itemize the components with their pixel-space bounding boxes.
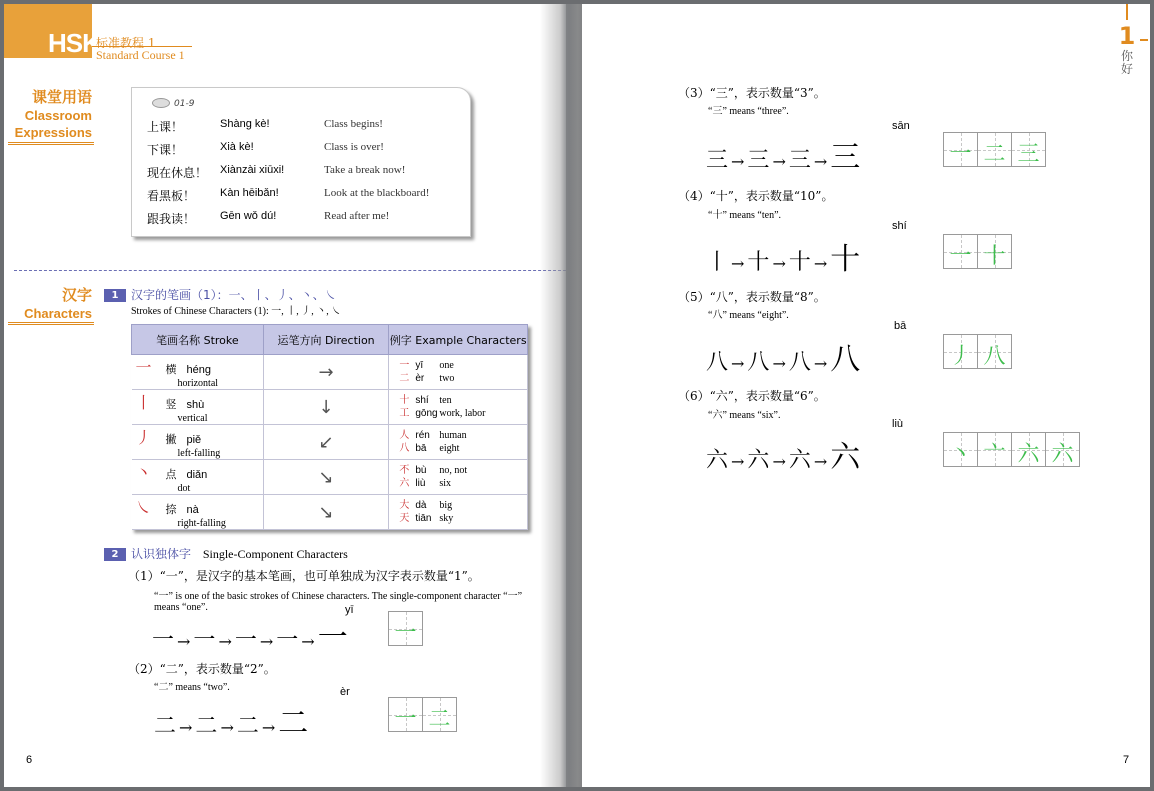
example-line bbox=[389, 372, 527, 385]
arrow-icon: → bbox=[813, 152, 829, 171]
example-meaning: work, labor bbox=[439, 408, 486, 419]
example-line bbox=[389, 359, 527, 372]
single-component-title-en: Single-Component Characters bbox=[202, 547, 348, 561]
sequence-char: 三 bbox=[706, 148, 730, 173]
example-line bbox=[389, 499, 527, 512]
right-page bbox=[582, 4, 1150, 787]
header-rule bbox=[92, 46, 192, 47]
expression-en: Take a break now! bbox=[324, 164, 406, 176]
expression-row bbox=[147, 118, 467, 140]
practice-char: 十 bbox=[983, 244, 1006, 269]
sequence-char: 六 bbox=[830, 440, 862, 475]
example-char: 工 bbox=[399, 408, 410, 419]
sequence-char: 一 bbox=[152, 628, 176, 653]
table-header: 例字 Example Characters bbox=[389, 325, 528, 355]
example-meaning: no, not bbox=[439, 465, 468, 476]
example-char: 六 bbox=[399, 478, 410, 489]
expression-cn: 现在休息！ bbox=[147, 166, 208, 180]
practice-grid-cell bbox=[422, 697, 457, 732]
example-pinyin: shí bbox=[415, 395, 429, 406]
example-pinyin: bù bbox=[415, 465, 427, 476]
characters-rule bbox=[8, 322, 94, 325]
stroke-direction-cell bbox=[263, 390, 389, 425]
sequence-char: 二 bbox=[195, 714, 219, 739]
lesson-title-1: 你 bbox=[1120, 49, 1133, 63]
arrow-icon: → bbox=[772, 254, 787, 273]
characters-label-en: Characters bbox=[24, 306, 92, 321]
practice-grid-cell bbox=[977, 334, 1012, 369]
direction-arrow-icon: ↙ bbox=[318, 431, 334, 453]
stroke-pinyin: piě bbox=[186, 434, 202, 446]
pinyin-label: bā bbox=[894, 320, 907, 332]
sequence-char: 八 bbox=[830, 342, 862, 377]
characters-label-cn: 汉字 bbox=[61, 286, 92, 304]
strokes-title-en: Strokes of Chinese Characters (1): 一, 丨, 丿, 丶, ㇏ bbox=[131, 306, 342, 317]
expression-en: Look at the blackboard! bbox=[324, 187, 430, 199]
table-row bbox=[132, 390, 528, 425]
practice-char: 丿 bbox=[949, 344, 972, 369]
table-row bbox=[132, 425, 528, 460]
course-title-en: Standard Course 1 bbox=[96, 48, 185, 62]
pinyin-label: yī bbox=[345, 604, 354, 616]
example-char: 十 bbox=[399, 395, 410, 406]
stroke-name-cell bbox=[132, 355, 264, 390]
sequence-char: 八 bbox=[788, 350, 812, 375]
section-divider bbox=[14, 270, 566, 271]
example-line bbox=[389, 429, 527, 442]
practice-grid-cell bbox=[943, 432, 978, 467]
arrow-icon: → bbox=[301, 632, 316, 651]
stroke-pinyin: nà bbox=[186, 504, 199, 516]
classroom-label-en-1: Classroom bbox=[24, 108, 92, 123]
practice-char: 六 bbox=[1051, 442, 1074, 467]
lesson-title-2: 好 bbox=[1120, 62, 1133, 76]
expression-pinyin: Gēn wǒ dú! bbox=[220, 210, 277, 222]
example-line bbox=[389, 407, 527, 420]
sequence-char: 丨 bbox=[706, 250, 730, 275]
section-number-badge: 1 bbox=[104, 289, 126, 302]
stroke-name-cell bbox=[132, 460, 264, 495]
stroke-en: left-falling bbox=[177, 448, 221, 459]
sequence-char: 三 bbox=[830, 140, 862, 175]
arrow-icon: → bbox=[220, 718, 235, 737]
stroke-mark: 丿 bbox=[135, 428, 152, 447]
table-row bbox=[132, 355, 528, 390]
practice-grid-cell bbox=[1011, 132, 1046, 167]
example-meaning: big bbox=[439, 500, 453, 511]
stroke-mark: 丶 bbox=[135, 463, 152, 482]
classroom-section-label bbox=[15, 86, 92, 141]
page-number-right: 7 bbox=[1123, 754, 1130, 766]
example-pinyin: gōng bbox=[415, 408, 438, 419]
practice-char: 一 bbox=[949, 142, 972, 167]
direction-arrow-icon: ↘ bbox=[318, 466, 334, 488]
arrow-icon: → bbox=[259, 632, 275, 651]
direction-arrow-icon: ↘ bbox=[318, 501, 334, 523]
example-pinyin: liù bbox=[415, 478, 426, 489]
practice-char: 三 bbox=[1017, 142, 1040, 167]
audio-cd-icon[interactable] bbox=[152, 98, 170, 108]
arrow-icon: → bbox=[177, 632, 192, 651]
practice-char: 亠 bbox=[983, 442, 1006, 467]
classroom-expressions-box bbox=[131, 87, 471, 237]
sequence-char: 二 bbox=[154, 714, 178, 739]
example-line bbox=[389, 394, 527, 407]
example-line bbox=[389, 464, 527, 477]
sequence-char: 六 bbox=[747, 448, 771, 473]
example-char: 天 bbox=[399, 513, 410, 524]
stroke-pinyin: diǎn bbox=[186, 469, 208, 481]
item-cn: （1）“一”，是汉字的基本笔画，也可单独成为汉字表示数量“1”。 bbox=[128, 569, 480, 583]
item-en: “八” means “eight”. bbox=[708, 310, 789, 321]
single-component-title-cn: 认识独体字 bbox=[131, 547, 192, 561]
example-line bbox=[389, 477, 527, 490]
classroom-label-en-2: Expressions bbox=[14, 125, 92, 140]
expression-en: Class begins! bbox=[324, 118, 383, 130]
stroke-table bbox=[131, 324, 528, 530]
sequence-char: 一 bbox=[193, 628, 217, 653]
example-char: 八 bbox=[399, 443, 410, 454]
stroke-sequence bbox=[706, 432, 861, 476]
stroke-en: horizontal bbox=[177, 378, 219, 389]
item-en: “三” means “three”. bbox=[708, 106, 789, 117]
sequence-char: 十 bbox=[830, 242, 862, 277]
arrow-icon: → bbox=[731, 152, 746, 171]
item-en: “六” means “six”. bbox=[708, 410, 781, 421]
example-meaning: human bbox=[439, 430, 467, 441]
item-cn: （2）“二”，表示数量“2”。 bbox=[128, 662, 276, 676]
sequence-char: 一 bbox=[317, 620, 349, 655]
table-header: 运笔方向 Direction bbox=[263, 325, 389, 355]
practice-grid-cell bbox=[1011, 432, 1046, 467]
pinyin-label: shí bbox=[892, 220, 907, 232]
item-cn: （5）“八”，表示数量“8”。 bbox=[678, 290, 826, 304]
example-meaning: eight bbox=[439, 443, 460, 454]
stroke-cn: 横 bbox=[165, 363, 177, 376]
stroke-direction-cell bbox=[263, 495, 389, 530]
item-en: “二” means “two”. bbox=[154, 682, 230, 693]
strokes-title-cn: 汉字的笔画（1）：一、丨、丿、丶、㇏ bbox=[131, 288, 337, 302]
arrow-icon: → bbox=[261, 718, 277, 737]
item-en: means “one”. bbox=[154, 602, 208, 613]
arrow-icon: → bbox=[731, 354, 746, 373]
strokes-heading bbox=[104, 286, 337, 303]
lesson-badge bbox=[1112, 4, 1142, 76]
sequence-char: 六 bbox=[706, 448, 730, 473]
item-cn: （4）“十”，表示数量“10”。 bbox=[678, 189, 834, 203]
stroke-mark: 一 bbox=[135, 358, 152, 377]
example-char: 一 bbox=[399, 360, 410, 371]
practice-grid-cell bbox=[977, 432, 1012, 467]
pinyin-label: èr bbox=[340, 686, 350, 698]
stroke-table-body bbox=[132, 355, 528, 530]
page-number-left: 6 bbox=[26, 754, 33, 766]
arrow-icon: → bbox=[179, 718, 194, 737]
stroke-sequence bbox=[152, 612, 349, 656]
stroke-direction-cell bbox=[263, 425, 389, 460]
sequence-char: 一 bbox=[276, 628, 300, 653]
practice-grid-cell bbox=[388, 697, 423, 732]
practice-char: 二 bbox=[983, 142, 1006, 167]
expression-cn: 跟我读！ bbox=[147, 212, 196, 226]
arrow-icon: → bbox=[772, 354, 787, 373]
stroke-sequence bbox=[706, 334, 861, 378]
example-meaning: sky bbox=[439, 513, 454, 524]
expression-en: Class is over! bbox=[324, 141, 384, 153]
lesson-tick bbox=[1126, 4, 1128, 20]
arrow-icon: → bbox=[813, 354, 829, 373]
stroke-en: dot bbox=[177, 483, 191, 494]
course-title-cn: 标准教程 1 bbox=[96, 36, 156, 50]
sequence-char: 三 bbox=[747, 148, 771, 173]
practice-grid-cell bbox=[977, 132, 1012, 167]
item-en: “十” means “ten”. bbox=[708, 210, 782, 221]
practice-grid-cell bbox=[943, 234, 978, 269]
hsk-logo: HSK bbox=[4, 4, 92, 58]
arrow-icon: → bbox=[731, 452, 746, 471]
stroke-sequence bbox=[706, 234, 861, 278]
example-char: 二 bbox=[399, 373, 410, 384]
stroke-pinyin: shù bbox=[186, 399, 205, 411]
practice-grid-cell bbox=[943, 132, 978, 167]
item-cn: （6）“六”，表示数量“6”。 bbox=[678, 389, 826, 403]
example-meaning: one bbox=[439, 360, 454, 371]
sequence-char: 二 bbox=[278, 706, 310, 741]
example-cell bbox=[389, 495, 528, 530]
audio-track-code: 01-9 bbox=[174, 99, 195, 109]
sequence-char: 十 bbox=[788, 250, 812, 275]
stroke-sequence bbox=[154, 698, 309, 742]
left-page bbox=[4, 4, 566, 787]
table-header: 笔画名称 Stroke bbox=[132, 325, 264, 355]
practice-char: 六 bbox=[1017, 442, 1040, 467]
example-char: 人 bbox=[399, 430, 410, 441]
stroke-cn: 竖 bbox=[165, 398, 177, 411]
sequence-char: 六 bbox=[788, 448, 812, 473]
arrow-icon: → bbox=[772, 152, 787, 171]
practice-char: 二 bbox=[428, 707, 451, 732]
sequence-char: 一 bbox=[234, 628, 258, 653]
practice-grid-cell bbox=[1045, 432, 1080, 467]
example-line bbox=[389, 442, 527, 455]
example-char: 大 bbox=[399, 500, 410, 511]
expression-cn: 下课！ bbox=[147, 143, 184, 157]
example-pinyin: rén bbox=[415, 430, 430, 441]
item-en: “一” is one of the basic strokes of Chinese characters. The single-component character “一” bbox=[154, 591, 523, 602]
practice-grid-cell bbox=[943, 334, 978, 369]
stroke-sequence bbox=[706, 132, 861, 176]
arrow-icon: → bbox=[731, 254, 746, 273]
sequence-char: 十 bbox=[747, 250, 771, 275]
single-component-heading bbox=[104, 545, 348, 562]
stroke-cn: 点 bbox=[165, 468, 177, 481]
example-pinyin: dà bbox=[415, 500, 427, 511]
practice-char: 一 bbox=[949, 244, 972, 269]
classroom-rule bbox=[8, 142, 94, 145]
pinyin-label: liù bbox=[892, 418, 904, 430]
example-cell bbox=[389, 425, 528, 460]
lesson-tick-horizontal bbox=[1140, 39, 1148, 41]
expression-row bbox=[147, 141, 467, 163]
example-meaning: six bbox=[439, 478, 452, 489]
stroke-direction-cell bbox=[263, 355, 389, 390]
characters-section-label bbox=[24, 284, 92, 322]
stroke-en: right-falling bbox=[177, 518, 226, 529]
practice-grid-cell bbox=[388, 611, 423, 646]
sequence-char: 八 bbox=[747, 350, 771, 375]
sequence-char: 三 bbox=[788, 148, 812, 173]
example-pinyin: tiān bbox=[415, 513, 432, 524]
stroke-name-cell bbox=[132, 390, 264, 425]
example-meaning: two bbox=[439, 373, 455, 384]
arrow-icon: → bbox=[772, 452, 787, 471]
expression-cn: 上课！ bbox=[147, 120, 184, 134]
example-pinyin: yī bbox=[415, 360, 424, 371]
direction-arrow-icon: → bbox=[318, 361, 334, 383]
example-meaning: ten bbox=[439, 395, 452, 406]
stroke-name-cell bbox=[132, 495, 264, 530]
example-pinyin: bā bbox=[415, 443, 427, 454]
stroke-direction-cell bbox=[263, 460, 389, 495]
expression-row bbox=[147, 187, 467, 209]
example-pinyin: èr bbox=[415, 373, 425, 384]
stroke-mark: ㇏ bbox=[135, 498, 152, 517]
stroke-name-cell bbox=[132, 425, 264, 460]
sequence-char: 二 bbox=[236, 714, 260, 739]
expression-row bbox=[147, 210, 467, 232]
item-cn: （3）“三”，表示数量“3”。 bbox=[678, 86, 826, 100]
practice-char: 八 bbox=[983, 344, 1006, 369]
expression-row bbox=[147, 164, 467, 186]
practice-char: 一 bbox=[394, 621, 417, 646]
example-char: 不 bbox=[399, 465, 410, 476]
example-cell bbox=[389, 355, 528, 390]
practice-char: 一 bbox=[394, 707, 417, 732]
pinyin-label: sān bbox=[892, 120, 910, 132]
arrow-icon: → bbox=[218, 632, 233, 651]
practice-char: 丶 bbox=[949, 442, 972, 467]
stroke-cn: 撇 bbox=[165, 433, 177, 446]
expression-pinyin: Xiànzài xiūxi! bbox=[220, 164, 285, 176]
classroom-label-cn: 课堂用语 bbox=[31, 88, 92, 106]
arrow-icon: → bbox=[813, 452, 829, 471]
section-number-badge: 2 bbox=[104, 548, 126, 561]
table-row bbox=[132, 495, 528, 530]
direction-arrow-icon: ↓ bbox=[318, 396, 334, 418]
sequence-char: 八 bbox=[706, 350, 730, 375]
lesson-number: 1 bbox=[1118, 22, 1136, 50]
example-cell bbox=[389, 390, 528, 425]
table-row bbox=[132, 460, 528, 495]
stroke-cn: 捺 bbox=[165, 503, 177, 516]
stroke-pinyin: héng bbox=[186, 364, 211, 376]
expression-pinyin: Xià kè! bbox=[220, 141, 254, 153]
expression-cn: 看黑板！ bbox=[147, 189, 196, 203]
example-line bbox=[389, 512, 527, 525]
arrow-icon: → bbox=[813, 254, 829, 273]
expression-en: Read after me! bbox=[324, 210, 390, 222]
stroke-mark: 丨 bbox=[135, 393, 152, 412]
expression-pinyin: Shàng kè! bbox=[220, 118, 270, 130]
practice-grid-cell bbox=[977, 234, 1012, 269]
expression-pinyin: Kàn hēibǎn! bbox=[220, 187, 279, 199]
stroke-en: vertical bbox=[177, 413, 208, 424]
example-cell bbox=[389, 460, 528, 495]
